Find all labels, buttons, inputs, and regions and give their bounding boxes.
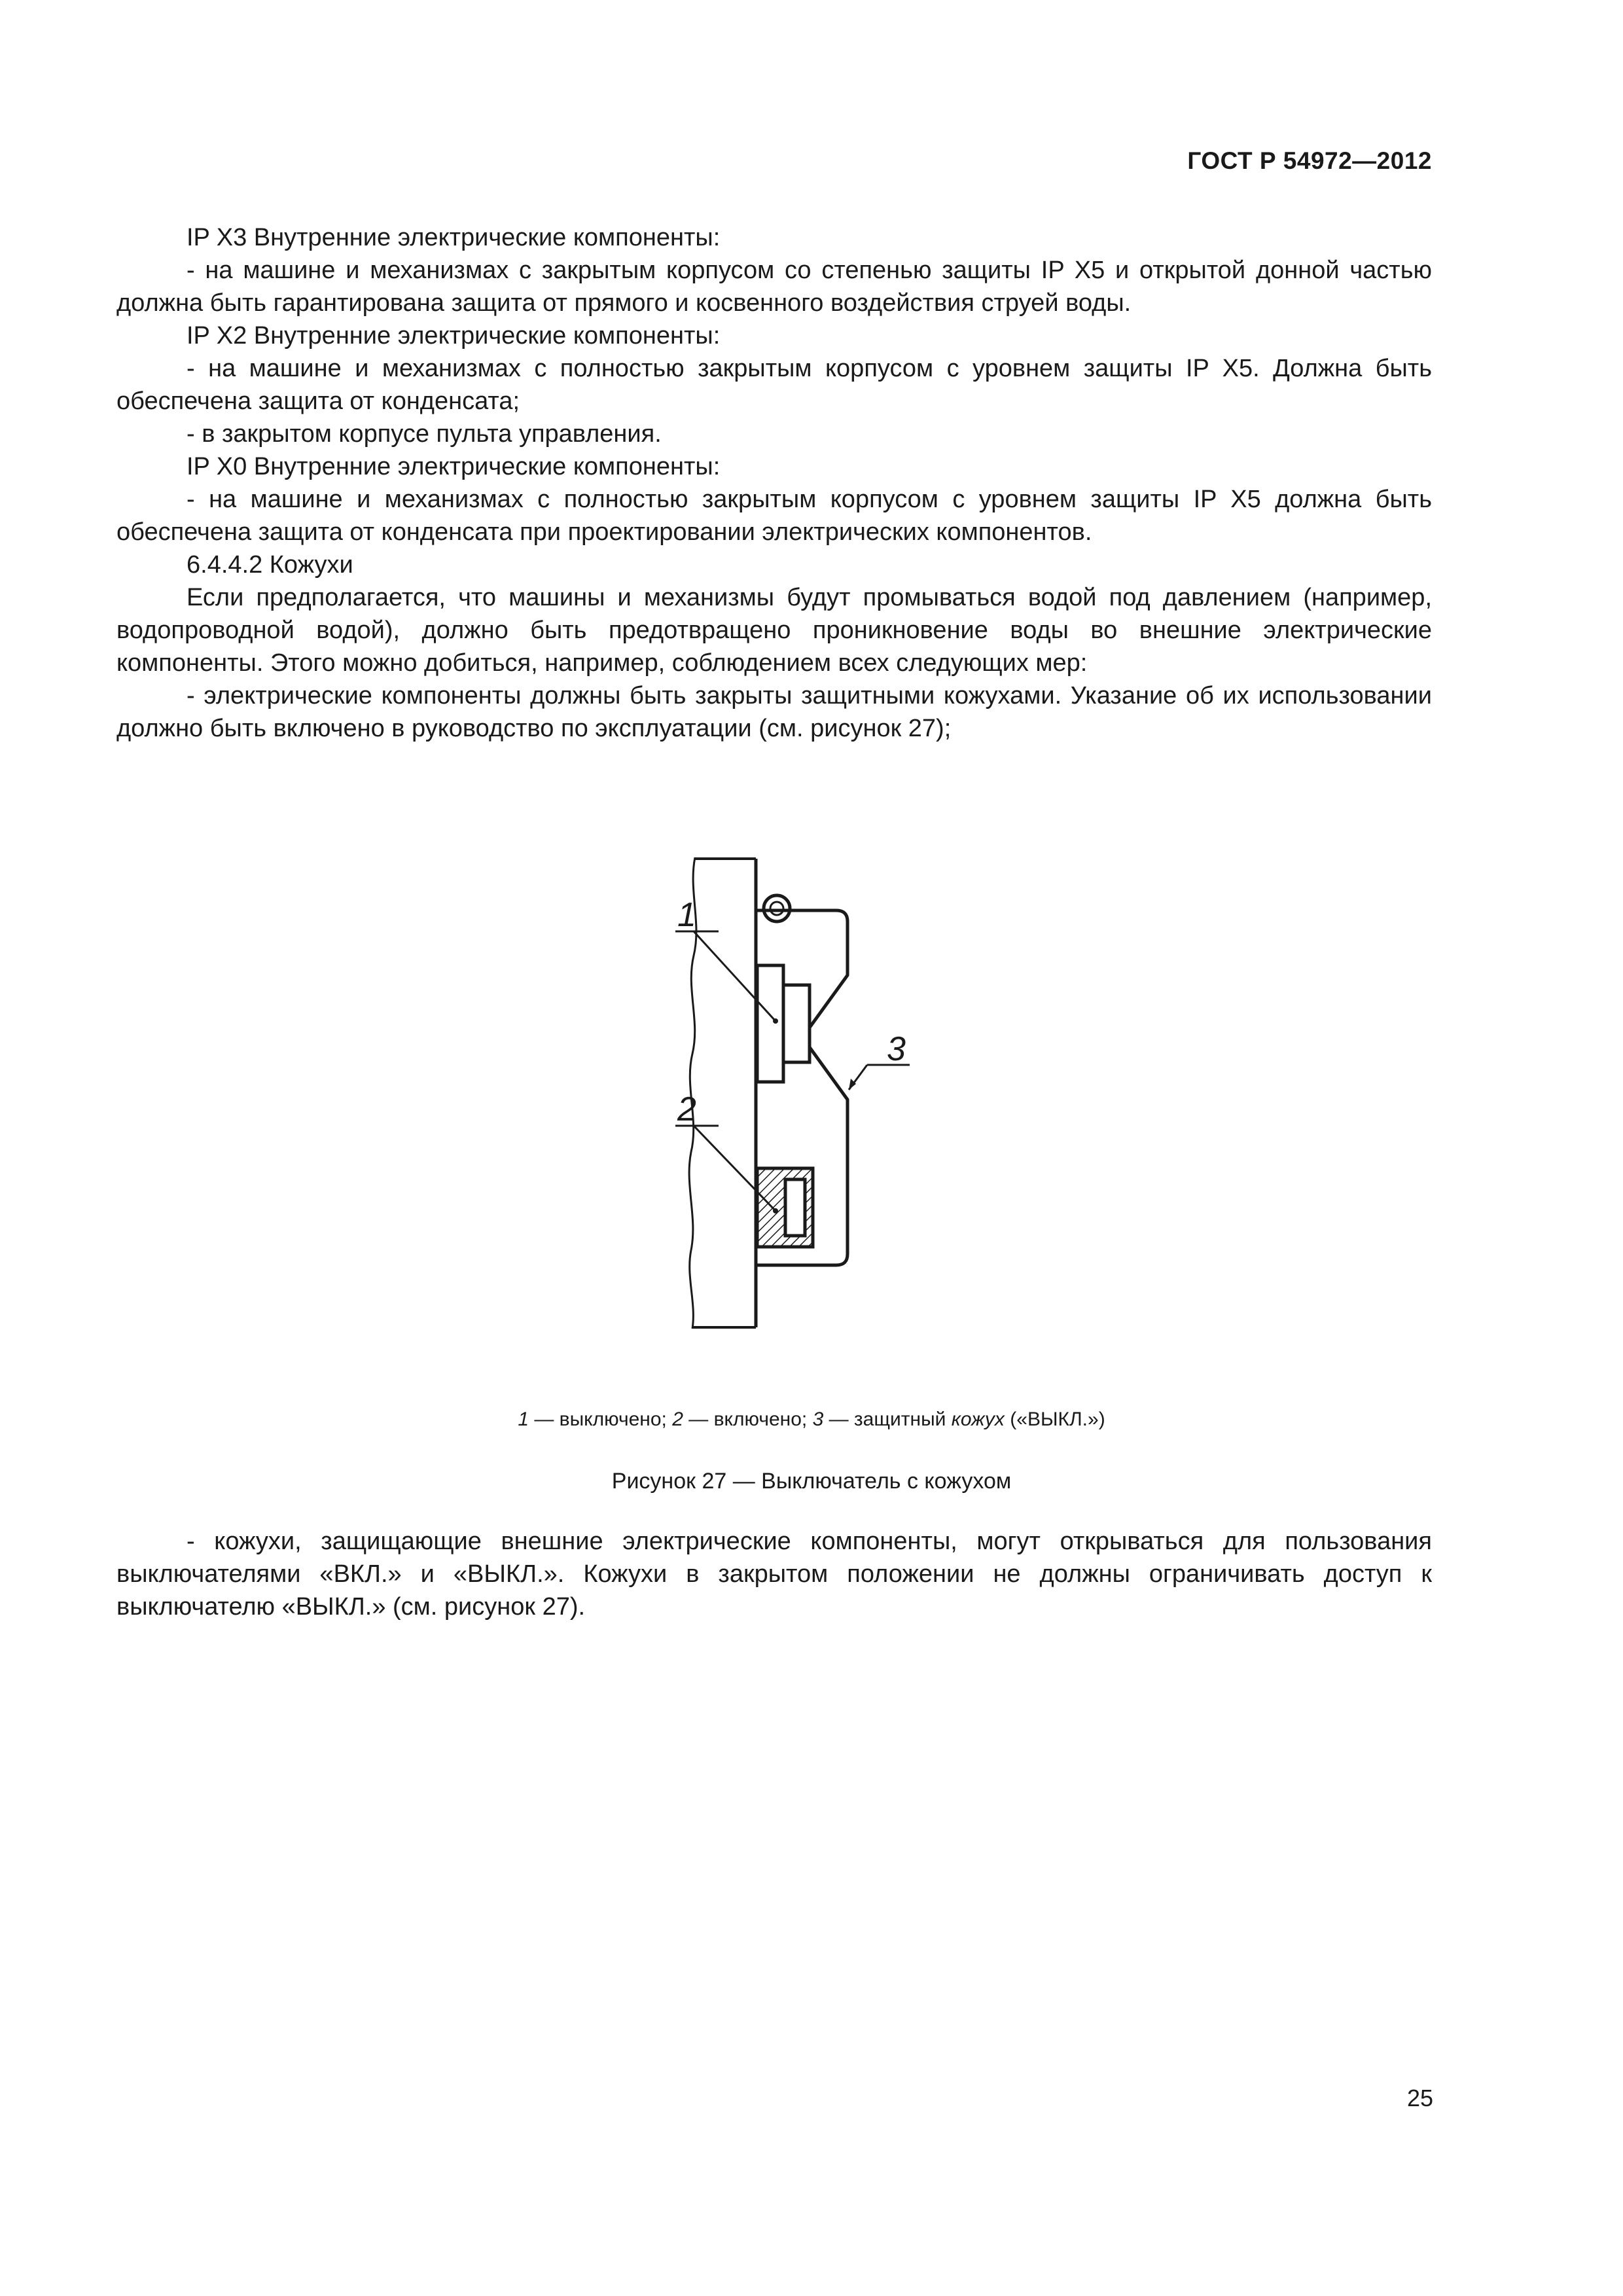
switch-off-button bbox=[757, 965, 783, 1082]
paragraph: - кожухи, защищающие внешние электрические компоненты, могут открываться для пользования выключателями «ВКЛ.» и «ВЫКЛ.». Кожухи в закрытом положении не должны ограничивать доступ к выключателю «ВЫКЛ.» (см. рисунок 27). bbox=[116, 1528, 1432, 1621]
paragraph: IP X0 Внутренние электрические компоненты: bbox=[187, 453, 721, 480]
section-heading: 6.4.4.2 Кожухи bbox=[187, 551, 353, 579]
paragraph: - в закрытом корпусе пульта управления. bbox=[187, 420, 662, 448]
figure-caption: Рисунок 27 — Выключатель с кожухом bbox=[611, 1469, 1012, 1494]
page-number: 25 bbox=[1406, 2085, 1433, 2111]
paragraph: Если предполагается, что машины и механизмы будут промываться водой под давлением (например, водопроводной водой), должно быть предотвращено проникновение воды во внешние электрические компоненты. Этого можно добиться, например, соблюдением всех следующих мер: bbox=[116, 584, 1432, 677]
paragraph: - на машине и механизмах с полностью закрытым корпусом с уровнем защиты IP X5 должна быть обеспечена защита от конденсата при проектировании электрических компонентов. bbox=[116, 486, 1432, 546]
document-code: ГОСТ Р 54972—2012 bbox=[1187, 147, 1432, 174]
paragraph: - электрические компоненты должны быть закрыты защитными кожухами. Указание об их использовании должно быть включено в руководство по эксплуатации (см. рисунок 27); bbox=[116, 682, 1432, 742]
figure-label-1: 1 bbox=[677, 896, 696, 934]
figure-legend: 1 — выключено; 2 — включено; 3 — защитный кожух («ВЫКЛ.») bbox=[518, 1408, 1105, 1430]
figure-switch-with-cover bbox=[654, 844, 929, 1342]
paragraph: IP X2 Внутренние электрические компоненты: bbox=[187, 322, 721, 350]
paragraph: - на машине и механизмах с закрытым корпусом со степенью защиты IP X5 и открытой донной частью должна быть гарантирована защита от прямого и косвенного воздействия струей воды. bbox=[116, 257, 1432, 317]
paragraph: - на машине и механизмах с полностью закрытым корпусом с уровнем защиты IP X5. Должна быть обеспечена защита от конденсата; bbox=[116, 355, 1432, 415]
paragraph: IP X3 Внутренние электрические компоненты: bbox=[187, 224, 721, 251]
body-text bbox=[116, 221, 1432, 745]
figure-label-3: 3 bbox=[887, 1030, 906, 1068]
switch-off-knob bbox=[783, 985, 810, 1062]
body-text-continued bbox=[116, 1525, 1432, 1623]
figure-label-2: 2 bbox=[677, 1090, 696, 1128]
